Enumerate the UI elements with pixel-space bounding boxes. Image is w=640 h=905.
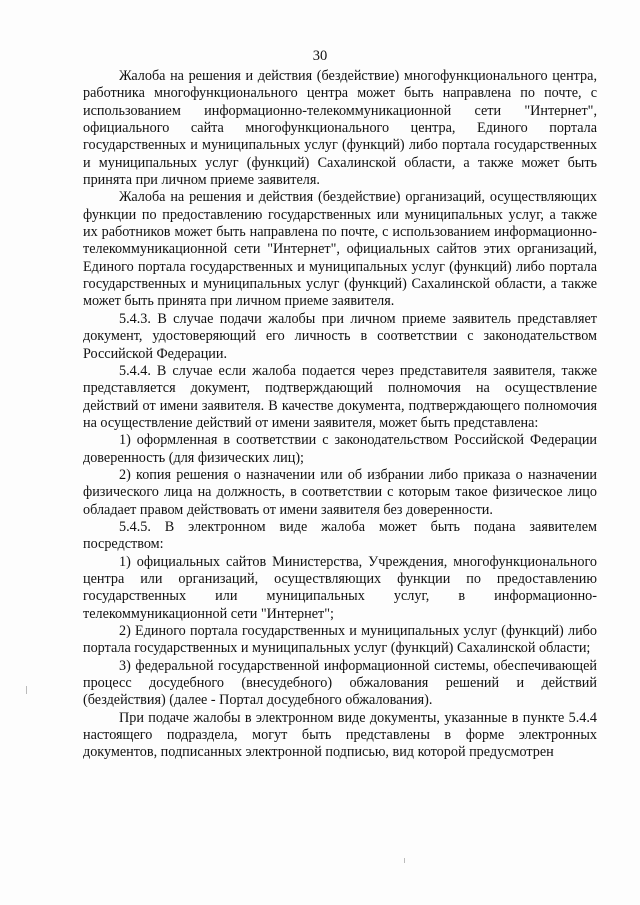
list-item-official-sites: 1) официальных сайтов Министерства, Учреждения, многофункционального центра или организаций, осуществляющих функции по предоставлению государственных или муниципальных услуг, в информационно-телекоммуникационной сети "Интернет"; [83, 553, 597, 622]
paragraph-mfc-complaint: Жалоба на решения и действия (бездействие) многофункционального центра, работника многофункционального центра может быть направлена по почте, с использованием информационно-телекоммуникационной сети "Интернет", официального сайта многофункционального центра, Единого портала государственных и муниципальных услуг (функций) либо портала государственных и муниципальных услуг (функций) Сахалинской области, а также может быть принята при личном приеме заявителя. [83, 68, 597, 189]
paragraph-5-4-5: 5.4.5. В электронном виде жалоба может быть подана заявителем посредством: [83, 518, 597, 553]
document-body [83, 68, 597, 762]
scan-mark-bottom [404, 858, 405, 863]
paragraph-5-4-3: 5.4.3. В случае подачи жалобы при личном приеме заявитель представляет документ, удостоверяющий его личность в соответствии с законодательством Российской Федерации. [83, 310, 597, 362]
paragraph-5-4-4: 5.4.4. В случае если жалоба подается через представителя заявителя, также представляется документ, подтверждающий полномочия на осуществление действий от имени заявителя. В качестве документа, подтверждающего полномочия на осуществление действий от имени заявителя, может быть представлена: [83, 362, 597, 431]
paragraph-organizations-complaint: Жалоба на решения и действия (бездействие) организаций, осуществляющих функции по предоставлению государственных или муниципальных услуг, а также их работников может быть направлена по почте, с использованием информационно-телекоммуникационной сети "Интернет", официальных сайтов этих организаций, Единого портала государственных и муниципальных услуг (функций) либо портала государственных и муниципальных услуг (функций) Сахалинской области, а также может быть принята при личном приеме заявителя. [83, 189, 597, 310]
list-item-federal-system: 3) федеральной государственной информационной системы, обеспечивающей процесс досудебного (внесудебного) обжалования решений и действий (бездействия) (далее - Портал досудебного обжалования). [83, 657, 597, 709]
list-item-appointment-decision: 2) копия решения о назначении или об избрании либо приказа о назначении физического лица на должность, в соответствии с которым такое физическое лицо обладает правом действовать от имени заявителя без доверенности. [83, 466, 597, 518]
list-item-unified-portal: 2) Единого портала государственных и муниципальных услуг (функций) либо портала государственных и муниципальных услуг (функций) Сахалинской области; [83, 623, 597, 657]
list-item-power-of-attorney: 1) оформленная в соответствии с законодательством Российской Федерации доверенность (для физических лиц); [83, 432, 597, 466]
paragraph-electronic-documents: При подаче жалобы в электронном виде документы, указанные в пункте 5.4.4 настоящего подраздела, могут быть представлены в форме электронных документов, подписанных электронной подписью, вид которой предусмотрен [83, 709, 597, 761]
scan-mark-left [26, 686, 27, 694]
page-number: 30 [312, 48, 328, 64]
